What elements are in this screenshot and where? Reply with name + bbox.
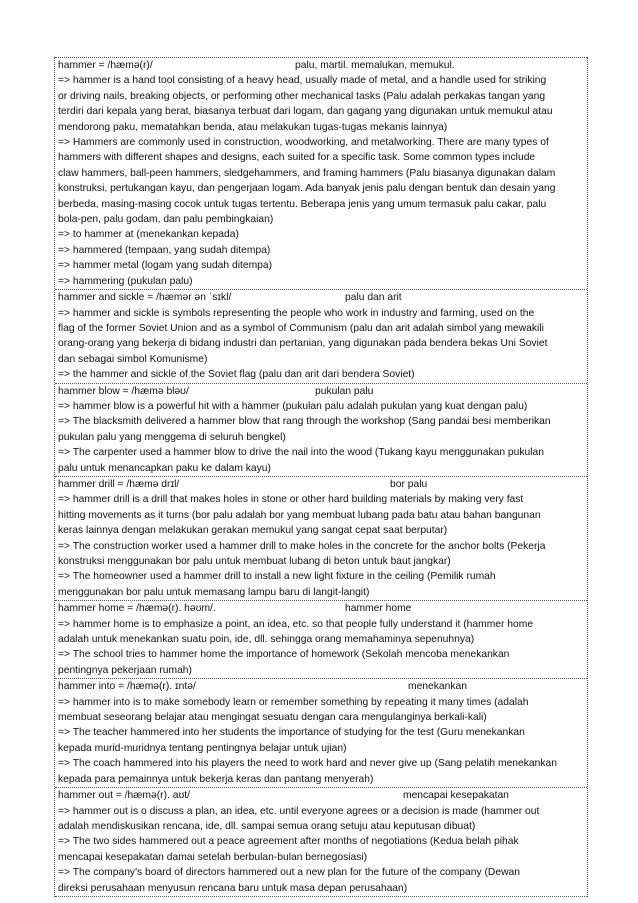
entry-line: => The two sides hammered out a peace agreement after months of negotiations (Kedua belah pihak xyxy=(58,836,519,848)
entry-line: pentingnya pekerjaan rumah) xyxy=(58,664,192,676)
entry-line: => hammering (pukulan palu) xyxy=(58,275,193,287)
entry-line: konstruksi menggunakan bor palu untuk membuat lubang di beton untuk baut jangkar) xyxy=(58,556,451,567)
entry-line: => hammered (tempaan, yang sudah ditempa) xyxy=(58,244,271,256)
entry-line: adalah mendiskusikan rencana, ide, dll. sampai semua orang setuju atau keputusan dibuat) xyxy=(58,820,476,832)
entry-line: => The school tries to hammer home the importance of homework (Sekolah mencoba menekankan xyxy=(58,649,510,661)
entry-line: konstruksi, pertukangan kayu, dan pengerjaan logam. Ada banyak jenis palu dengan bentuk dan desain yang xyxy=(58,183,556,195)
entry-line: => The coach hammered into his players the need to work hard and never give up (Sang pelatih menekankan xyxy=(58,758,557,770)
entry-line: hitting movements as it turns (bor palu adalah bor yang membuat lubang pada batu atau bahan bangunan xyxy=(58,509,541,521)
entry-hammer-and-sickle xyxy=(55,289,587,382)
entry-line: => hammer into is to make somebody learn or remember something by repeating it many times (adalah xyxy=(58,696,529,708)
headword: hammer drill = /hæmə drɪl/ xyxy=(58,478,180,490)
entry-line: mendorong paku, mematahkan benda, atau melakukan tugas-tugas mekanis lainnya) xyxy=(58,121,448,133)
translation: palu dan arit xyxy=(345,292,402,304)
entry-line: terdiri dari kepala yang berat, biasanya terbuat dari logam, dan gagang yang digunakan untuk memukul atau xyxy=(58,106,553,118)
entry-line: menggunakan bor palu untuk memasang lampu baru di langit-langit) xyxy=(58,586,370,598)
entry-hammer xyxy=(55,57,587,289)
entry-header xyxy=(58,58,585,73)
entry-line: kepada murid-muridnya tentang pentingnya belajar untuk ujian) xyxy=(58,742,347,754)
translation: palu, martil. memalukan, memukul. xyxy=(295,60,455,71)
entry-line: => The teacher hammered into her students the importance of studying for the test (Guru menekankan xyxy=(58,727,525,739)
entry-line: bola-pen, palu godam, dan palu pembingkaian) xyxy=(58,214,274,226)
entry-line: => The carpenter used a hammer blow to drive the nail into the wood (Tukang kayu menggunakan pukulan xyxy=(58,447,544,459)
translation: bor palu xyxy=(390,478,428,490)
entry-line: palu untuk menancapkan paku ke dalam kayu) xyxy=(58,462,271,474)
headword: hammer out = /hæmə(r). aʊt/ xyxy=(58,790,191,802)
entry-hammer-out xyxy=(55,787,587,897)
entry-line: => to hammer at (menekankan kepada) xyxy=(58,229,239,241)
headword: hammer blow = /hæmə bləʊ/ xyxy=(58,385,189,397)
entry-line: => hammer out is o discuss a plan, an idea, etc. until everyone agrees or a decision is made (hammer out xyxy=(58,805,540,817)
entry-line: => hammer is a hand tool consisting of a heavy head, usually made of metal, and a handle used for striking xyxy=(58,75,547,87)
entry-line: => The blacksmith delivered a hammer blow that rang through the workshop (Sang pandai besi memberikan xyxy=(58,416,551,428)
entry-line: => the hammer and sickle of the Soviet flag (palu dan arit dari bendera Soviet) xyxy=(58,369,415,381)
entry-line: pukulan palu yang menggema di seluruh bengkel) xyxy=(58,431,286,443)
entry-line: claw hammers, ball-peen hammers, sledgehammers, and framing hammers (Palu biasanya digunakan dalam xyxy=(58,167,556,179)
entry-line: orang-orang yang bekerja di bidang industri dan pertanian, yang digunakan pada bendera bekas Uni Soviet xyxy=(58,338,548,350)
entry-line: berbeda, masing-masing cocok untuk tugas tertentu. Beberapa jenis yang umum termasuk palu cakar, palu xyxy=(58,198,547,210)
entry-line: => The homeowner used a hammer drill to install a new light fixture in the ceiling (Pemilik rumah xyxy=(58,571,496,583)
headword: hammer into = /hæmə(r). ɪntə/ xyxy=(58,681,196,693)
entry-line: kepada para pemainnya untuk bekerja keras dan pantang menyerah) xyxy=(58,773,374,785)
entry-line: => The construction worker used a hammer drill to make holes in the concrete for the anchor bolts (Pekerja xyxy=(58,540,546,552)
entry-line: => hammer blow is a powerful hit with a hammer (pukulan palu adalah pukulan yang kuat dengan palu) xyxy=(58,400,528,412)
entry-hammer-drill xyxy=(55,476,587,600)
entry-header xyxy=(58,788,585,803)
entry-header xyxy=(58,477,585,492)
entry-line: flag of the former Soviet Union and as a symbol of Communism (palu dan arit adalah simbol yang mewakili xyxy=(58,322,544,334)
entry-line: keras lainnya dengan melakukan gerakan memukul yang sangat cepat saat berputar) xyxy=(58,525,448,537)
entry-hammer-into xyxy=(55,678,587,787)
entry-hammer-home xyxy=(55,600,587,678)
headword: hammer and sickle = /hæmər ən ˈsɪkl/ xyxy=(58,292,232,304)
entry-header xyxy=(58,290,585,305)
entry-line: adalah untuk menekankan suatu poin, ide, dll. sehingga orang memahaminya sepenuhnya) xyxy=(58,634,475,646)
entry-line: dan sebagai simbol Komunisme) xyxy=(58,353,208,365)
vocabulary-document xyxy=(54,57,588,897)
entry-line: or driving nails, breaking objects, or performing other mechanical tasks (Palu adalah perkakas tangan yang xyxy=(58,90,546,102)
translation: pukulan palu xyxy=(315,385,374,397)
entry-line: => Hammers are commonly used in construction, woodworking, and metalworking. There are many types of xyxy=(58,137,549,149)
entry-header xyxy=(58,601,585,616)
headword: hammer = /hæmə(r)/ xyxy=(58,60,153,71)
entry-hammer-blow xyxy=(55,383,587,476)
entry-line: => hammer drill is a drill that makes holes in stone or other hard building materials by making very fast xyxy=(58,494,524,506)
headword: hammer home = /hæmə(r). həʊm/. xyxy=(58,603,216,615)
translation: hammer home xyxy=(345,603,412,615)
translation: menekankan xyxy=(408,681,467,693)
entry-line: mencapai kesepakatan damai setelah berbulan-bulan bernegosiasi) xyxy=(58,851,368,863)
entry-line: => hammer metal (logam yang sudah ditempa) xyxy=(58,260,273,272)
entry-line: membuat seseorang belajar atau mengingat sesuatu dengan cara mengulanginya berkali-kali) xyxy=(58,712,487,724)
entry-line: => hammer home is to emphasize a point, an idea, etc. so that people fully understand it (hammer home xyxy=(58,618,534,630)
entry-header xyxy=(58,679,585,694)
entry-line: direksi perusahaan menyusun rencana baru untuk masa depan perusahaan) xyxy=(58,882,408,894)
entry-header xyxy=(58,384,585,399)
entry-line: => hammer and sickle is symbols representing the people who work in industry and farming, used on the xyxy=(58,307,535,319)
entry-line: => The company's board of directors hammered out a new plan for the future of the company (Dewan xyxy=(58,867,520,879)
entry-line: hammers with different shapes and designs, each suited for a specific task. Some common types include xyxy=(58,152,536,164)
translation: mencapai kesepakatan xyxy=(403,790,509,802)
